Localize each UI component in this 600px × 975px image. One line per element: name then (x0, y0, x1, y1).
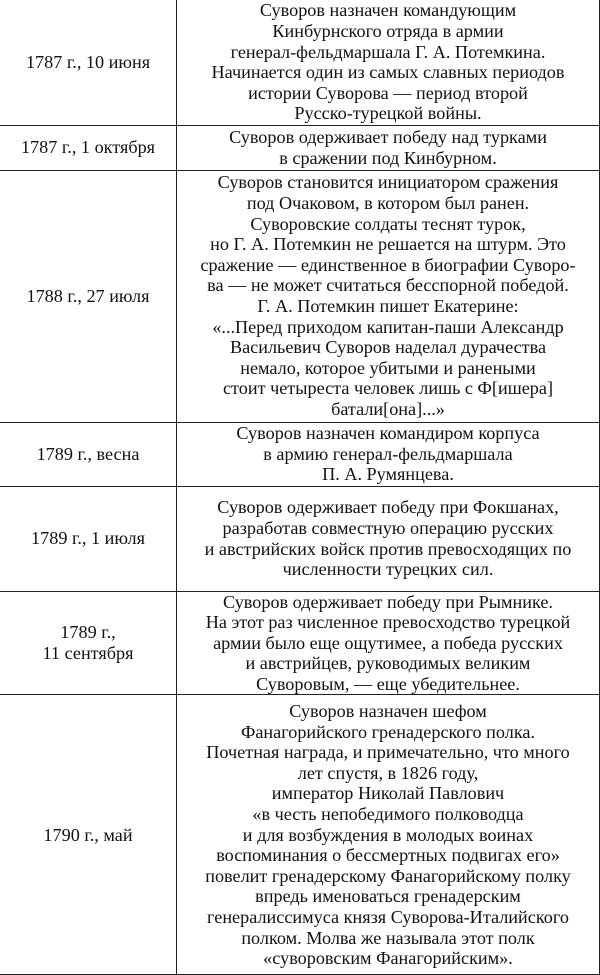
date-cell (0, 125, 177, 170)
event-text-line: армии было еще ощутимее, а победа русских (213, 632, 563, 653)
table-row (0, 0, 600, 125)
date-text: 1787 г., 10 июня (25, 51, 151, 72)
event-text-line: но Г. А. Потемкин не решается на штурм. Это (210, 234, 566, 255)
event-text-line: полком. Молва же называла этот полк (241, 927, 535, 948)
table-row (0, 695, 600, 975)
event-text-line: воспоминания о бессмертных подвигах его» (216, 845, 560, 866)
date-text: 1787 г., 1 октября (20, 137, 156, 158)
table-row (0, 591, 600, 695)
event-text-line: ва — не может считаться бесспорной победой. (207, 275, 569, 296)
event-text-line: Васильевич Суворов наделал дурачества (229, 337, 547, 358)
event-text-line: впредь именоваться гренадерским (255, 886, 521, 907)
event-text-line: Русско-турецкой войны. (294, 103, 482, 124)
event-text-line: Суворов назначен командующим (259, 0, 517, 21)
event-description-cell (177, 695, 600, 975)
event-text-line: и для возбуждения в молодых воинах (242, 824, 534, 845)
event-text-line: Суворовым, — еще убедительнее. (256, 673, 520, 694)
event-text-line: под Очаковом, в котором был ранен. (246, 193, 530, 214)
event-text-line: Г. А. Потемкин пишет Екатерине: (257, 296, 519, 316)
date-text: 1789 г., весна (36, 443, 140, 464)
date-cell (0, 486, 177, 591)
date-cell (0, 591, 177, 695)
event-text-line: На этот раз численное превосходство турецкой (205, 612, 571, 633)
date-cell (0, 695, 177, 975)
event-description-cell (177, 422, 600, 486)
date-text: 1788 г., 27 июля (26, 285, 150, 306)
event-text-line: численности турецких сил. (282, 559, 494, 580)
event-description-cell (177, 170, 600, 422)
date-cell (0, 0, 177, 125)
event-text-line: Суворов становится инициатором сражения (217, 172, 559, 193)
event-text-line: в сражении под Кинбурном. (279, 147, 497, 168)
event-text-line: сражение — единственное в биографии Суворо- (200, 254, 576, 275)
event-text-line: Суворов назначен командиром корпуса (236, 423, 540, 444)
event-text-line: и австрийцев, руководимых великим (245, 653, 531, 674)
date-text: 1789 г., (60, 622, 116, 643)
event-text-line: генерал-фельдмаршала Г. А. Потемкина. (230, 41, 546, 62)
table-row (0, 125, 600, 170)
event-description-cell (177, 125, 600, 170)
event-text-line: «в честь непобедимого полководца (252, 804, 524, 825)
event-text-line: повелит гренадерскому Фанагорийскому полку (205, 865, 571, 886)
event-text-line: и австрийских войск против превосходящих по (204, 538, 572, 559)
event-text-line: генералиссимуса князя Суворова-Италийского (207, 907, 569, 928)
event-text-line: «суворовским Фанагорийским». (263, 948, 513, 969)
event-text-line: немало, которое убитыми и ранеными (240, 357, 536, 378)
event-text-line: Суворовские солдаты теснят турок, (250, 213, 526, 234)
event-text-line: батали[она]...» (331, 398, 445, 419)
date-text: 11 сентября (42, 642, 134, 663)
event-text-line: Суворов назначен шефом (289, 701, 487, 722)
table-row (0, 422, 600, 486)
event-text-line: П. А. Румянцева. (322, 464, 454, 485)
event-text-line: Начинается один из самых славных периодов (211, 62, 565, 83)
date-text: 1789 г., 1 июля (31, 528, 145, 549)
event-description-cell (177, 0, 600, 125)
table-row (0, 170, 600, 422)
event-text-line: Кинбурнского отряда в армии (272, 21, 504, 42)
event-text-line: Суворов одерживает победу при Фокшанах, (217, 497, 559, 518)
event-text-line: в армию генерал-фельдмаршала (263, 443, 513, 464)
event-text-line: разработав совместную операцию русских (222, 517, 554, 538)
table-row (0, 486, 600, 591)
event-text-line: император Николай Павлович (271, 783, 505, 804)
event-text-line: Суворов одерживает победу при Рымнике. (223, 591, 553, 612)
event-description-cell (177, 591, 600, 695)
event-text-line: лет спустя, в 1826 году, (297, 762, 479, 783)
date-cell (0, 170, 177, 422)
event-text-line: «...Перед приходом капитан-паши Александр (212, 316, 564, 337)
date-cell (0, 422, 177, 486)
event-text-line: Фанагорийского гренадерского полка. (240, 721, 536, 742)
event-description-cell (177, 486, 600, 591)
event-text-line: Почетная награда, и примечательно, что много (206, 742, 570, 763)
date-text: 1790 г., май (43, 824, 133, 845)
event-text-line: Суворов одерживает победу над турками (229, 126, 547, 147)
event-text-line: истории Суворова — период второй (248, 82, 528, 103)
event-text-line: стоит четыреста человек лишь с Ф[ишера] (222, 378, 554, 399)
